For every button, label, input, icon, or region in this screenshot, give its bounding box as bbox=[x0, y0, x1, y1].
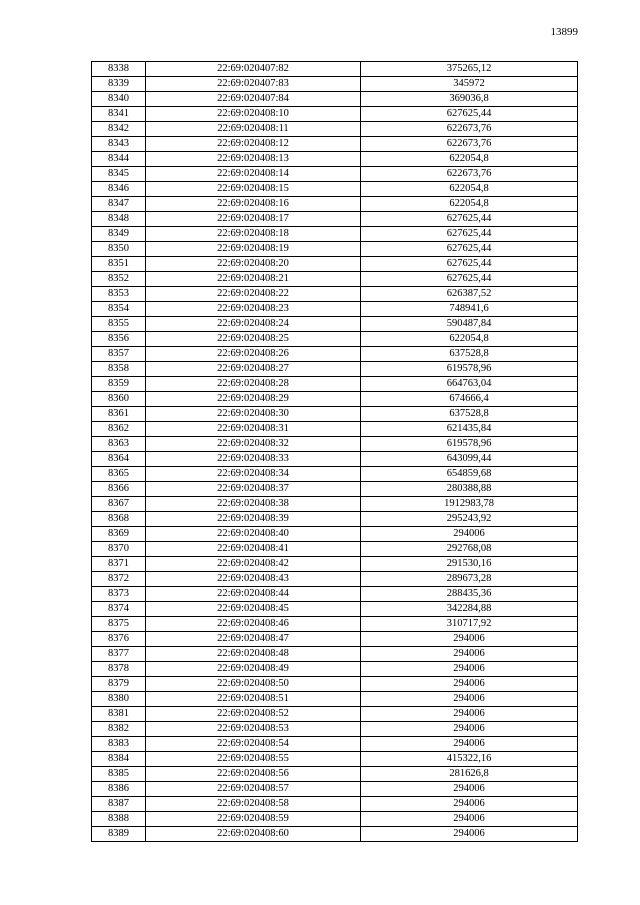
row-number-cell: 8364 bbox=[92, 452, 146, 467]
table-row bbox=[92, 332, 578, 347]
cadastral-value-cell: 590487,84 bbox=[361, 317, 578, 332]
cadastral-number-cell: 22:69:020408:47 bbox=[146, 632, 361, 647]
cadastral-number-cell: 22:69:020408:43 bbox=[146, 572, 361, 587]
row-number-cell: 8374 bbox=[92, 602, 146, 617]
page-number: 13899 bbox=[550, 26, 578, 38]
cadastral-value-cell: 288435,36 bbox=[361, 587, 578, 602]
table-row bbox=[92, 692, 578, 707]
row-number-cell: 8367 bbox=[92, 497, 146, 512]
cadastral-number-cell: 22:69:020408:23 bbox=[146, 302, 361, 317]
cadastral-value-cell: 619578,96 bbox=[361, 437, 578, 452]
cadastral-number-cell: 22:69:020407:83 bbox=[146, 77, 361, 92]
row-number-cell: 8344 bbox=[92, 152, 146, 167]
cadastral-value-cell: 294006 bbox=[361, 677, 578, 692]
table-row bbox=[92, 827, 578, 842]
table-row bbox=[92, 302, 578, 317]
cadastral-value-cell: 627625,44 bbox=[361, 272, 578, 287]
table-row bbox=[92, 317, 578, 332]
row-number-cell: 8371 bbox=[92, 557, 146, 572]
cadastral-value-cell: 294006 bbox=[361, 797, 578, 812]
cadastral-value-cell: 622054,8 bbox=[361, 152, 578, 167]
cadastral-value-cell: 291530,16 bbox=[361, 557, 578, 572]
cadastral-number-cell: 22:69:020408:28 bbox=[146, 377, 361, 392]
row-number-cell: 8352 bbox=[92, 272, 146, 287]
cadastral-value-cell: 637528,8 bbox=[361, 347, 578, 362]
row-number-cell: 8355 bbox=[92, 317, 146, 332]
cadastral-number-cell: 22:69:020408:24 bbox=[146, 317, 361, 332]
table-row bbox=[92, 377, 578, 392]
table-row bbox=[92, 347, 578, 362]
cadastral-value-cell: 294006 bbox=[361, 647, 578, 662]
table-row bbox=[92, 167, 578, 182]
cadastral-number-cell: 22:69:020408:46 bbox=[146, 617, 361, 632]
cadastral-number-cell: 22:69:020408:26 bbox=[146, 347, 361, 362]
row-number-cell: 8377 bbox=[92, 647, 146, 662]
row-number-cell: 8368 bbox=[92, 512, 146, 527]
row-number-cell: 8358 bbox=[92, 362, 146, 377]
cadastral-value-cell: 294006 bbox=[361, 737, 578, 752]
cadastral-value-cell: 280388,88 bbox=[361, 482, 578, 497]
cadastral-number-cell: 22:69:020408:20 bbox=[146, 257, 361, 272]
row-number-cell: 8386 bbox=[92, 782, 146, 797]
cadastral-value-cell: 281626,8 bbox=[361, 767, 578, 782]
row-number-cell: 8345 bbox=[92, 167, 146, 182]
row-number-cell: 8379 bbox=[92, 677, 146, 692]
cadastral-value-cell: 627625,44 bbox=[361, 212, 578, 227]
cadastral-value-cell: 294006 bbox=[361, 827, 578, 842]
cadastral-value-cell: 345972 bbox=[361, 77, 578, 92]
cadastral-number-cell: 22:69:020408:49 bbox=[146, 662, 361, 677]
table-row bbox=[92, 452, 578, 467]
cadastral-number-cell: 22:69:020408:50 bbox=[146, 677, 361, 692]
table-row bbox=[92, 272, 578, 287]
cadastral-number-cell: 22:69:020408:60 bbox=[146, 827, 361, 842]
row-number-cell: 8356 bbox=[92, 332, 146, 347]
cadastral-value-cell: 294006 bbox=[361, 662, 578, 677]
cadastral-number-cell: 22:69:020408:44 bbox=[146, 587, 361, 602]
cadastral-value-cell: 294006 bbox=[361, 692, 578, 707]
cadastral-value-cell: 415322,16 bbox=[361, 752, 578, 767]
table-row bbox=[92, 662, 578, 677]
table-row bbox=[92, 137, 578, 152]
row-number-cell: 8339 bbox=[92, 77, 146, 92]
table-row bbox=[92, 287, 578, 302]
cadastral-number-cell: 22:69:020408:59 bbox=[146, 812, 361, 827]
table-row bbox=[92, 62, 578, 77]
cadastral-value-cell: 627625,44 bbox=[361, 227, 578, 242]
row-number-cell: 8369 bbox=[92, 527, 146, 542]
cadastral-number-cell: 22:69:020408:21 bbox=[146, 272, 361, 287]
cadastral-number-cell: 22:69:020408:25 bbox=[146, 332, 361, 347]
row-number-cell: 8346 bbox=[92, 182, 146, 197]
table-row bbox=[92, 677, 578, 692]
cadastral-number-cell: 22:69:020408:14 bbox=[146, 167, 361, 182]
table-row bbox=[92, 707, 578, 722]
cadastral-value-cell: 619578,96 bbox=[361, 362, 578, 377]
cadastral-number-cell: 22:69:020408:27 bbox=[146, 362, 361, 377]
cadastral-value-cell: 674666,4 bbox=[361, 392, 578, 407]
cadastral-number-cell: 22:69:020408:45 bbox=[146, 602, 361, 617]
table-row bbox=[92, 572, 578, 587]
table-row bbox=[92, 197, 578, 212]
cadastral-value-cell: 294006 bbox=[361, 812, 578, 827]
cadastral-number-cell: 22:69:020408:15 bbox=[146, 182, 361, 197]
row-number-cell: 8384 bbox=[92, 752, 146, 767]
row-number-cell: 8342 bbox=[92, 122, 146, 137]
table-row bbox=[92, 407, 578, 422]
row-number-cell: 8348 bbox=[92, 212, 146, 227]
cadastral-number-cell: 22:69:020408:10 bbox=[146, 107, 361, 122]
cadastral-number-cell: 22:69:020408:40 bbox=[146, 527, 361, 542]
cadastral-number-cell: 22:69:020408:53 bbox=[146, 722, 361, 737]
row-number-cell: 8373 bbox=[92, 587, 146, 602]
table-row bbox=[92, 617, 578, 632]
row-number-cell: 8372 bbox=[92, 572, 146, 587]
cadastral-number-cell: 22:69:020408:52 bbox=[146, 707, 361, 722]
table-row bbox=[92, 782, 578, 797]
row-number-cell: 8357 bbox=[92, 347, 146, 362]
row-number-cell: 8360 bbox=[92, 392, 146, 407]
cadastral-number-cell: 22:69:020408:41 bbox=[146, 542, 361, 557]
cadastral-number-cell: 22:69:020408:39 bbox=[146, 512, 361, 527]
table-row bbox=[92, 437, 578, 452]
cadastral-number-cell: 22:69:020408:29 bbox=[146, 392, 361, 407]
table-row bbox=[92, 542, 578, 557]
cadastral-number-cell: 22:69:020408:55 bbox=[146, 752, 361, 767]
cadastral-number-cell: 22:69:020407:82 bbox=[146, 62, 361, 77]
row-number-cell: 8365 bbox=[92, 467, 146, 482]
row-number-cell: 8389 bbox=[92, 827, 146, 842]
row-number-cell: 8340 bbox=[92, 92, 146, 107]
cadastral-value-cell: 654859,68 bbox=[361, 467, 578, 482]
table-row bbox=[92, 122, 578, 137]
cadastral-number-cell: 22:69:020408:19 bbox=[146, 242, 361, 257]
cadastral-value-cell: 622673,76 bbox=[361, 122, 578, 137]
table-row bbox=[92, 527, 578, 542]
cadastral-number-cell: 22:69:020408:42 bbox=[146, 557, 361, 572]
cadastral-value-cell: 622054,8 bbox=[361, 182, 578, 197]
table-row bbox=[92, 737, 578, 752]
table-row bbox=[92, 107, 578, 122]
table-row bbox=[92, 242, 578, 257]
table-row bbox=[92, 182, 578, 197]
table-row bbox=[92, 227, 578, 242]
cadastral-number-cell: 22:69:020408:17 bbox=[146, 212, 361, 227]
cadastral-value-cell: 748941,6 bbox=[361, 302, 578, 317]
table-row bbox=[92, 392, 578, 407]
cadastral-number-cell: 22:69:020408:37 bbox=[146, 482, 361, 497]
cadastral-value-cell: 664763,04 bbox=[361, 377, 578, 392]
table-row bbox=[92, 422, 578, 437]
table-row bbox=[92, 722, 578, 737]
table-row bbox=[92, 812, 578, 827]
cadastral-number-cell: 22:69:020408:57 bbox=[146, 782, 361, 797]
row-number-cell: 8349 bbox=[92, 227, 146, 242]
table-row bbox=[92, 512, 578, 527]
cadastral-value-cell: 622054,8 bbox=[361, 197, 578, 212]
cadastral-value-cell: 622673,76 bbox=[361, 137, 578, 152]
cadastral-number-cell: 22:69:020408:22 bbox=[146, 287, 361, 302]
row-number-cell: 8341 bbox=[92, 107, 146, 122]
row-number-cell: 8366 bbox=[92, 482, 146, 497]
cadastral-number-cell: 22:69:020408:12 bbox=[146, 137, 361, 152]
cadastral-number-cell: 22:69:020408:32 bbox=[146, 437, 361, 452]
cadastral-number-cell: 22:69:020408:16 bbox=[146, 197, 361, 212]
cadastral-value-cell: 294006 bbox=[361, 782, 578, 797]
cadastral-value-cell: 294006 bbox=[361, 527, 578, 542]
cadastral-number-cell: 22:69:020408:11 bbox=[146, 122, 361, 137]
cadastral-number-cell: 22:69:020408:34 bbox=[146, 467, 361, 482]
row-number-cell: 8347 bbox=[92, 197, 146, 212]
row-number-cell: 8375 bbox=[92, 617, 146, 632]
cadastral-value-cell: 627625,44 bbox=[361, 242, 578, 257]
table-row bbox=[92, 602, 578, 617]
cadastral-number-cell: 22:69:020407:84 bbox=[146, 92, 361, 107]
table-row bbox=[92, 752, 578, 767]
row-number-cell: 8363 bbox=[92, 437, 146, 452]
cadastral-number-cell: 22:69:020408:48 bbox=[146, 647, 361, 662]
cadastral-value-cell: 294006 bbox=[361, 722, 578, 737]
cadastral-number-cell: 22:69:020408:54 bbox=[146, 737, 361, 752]
cadastral-number-cell: 22:69:020408:58 bbox=[146, 797, 361, 812]
cadastral-value-cell: 294006 bbox=[361, 707, 578, 722]
cadastral-value-cell: 342284,88 bbox=[361, 602, 578, 617]
cadastral-value-cell: 621435,84 bbox=[361, 422, 578, 437]
cadastral-number-cell: 22:69:020408:38 bbox=[146, 497, 361, 512]
table-row bbox=[92, 467, 578, 482]
table-row bbox=[92, 257, 578, 272]
cadastral-value-table bbox=[91, 61, 578, 842]
cadastral-value-cell: 643099,44 bbox=[361, 452, 578, 467]
row-number-cell: 8376 bbox=[92, 632, 146, 647]
table-row bbox=[92, 212, 578, 227]
table-row bbox=[92, 632, 578, 647]
cadastral-value-cell: 294006 bbox=[361, 632, 578, 647]
row-number-cell: 8383 bbox=[92, 737, 146, 752]
table-row bbox=[92, 482, 578, 497]
cadastral-value-cell: 622054,8 bbox=[361, 332, 578, 347]
cadastral-value-cell: 369036,8 bbox=[361, 92, 578, 107]
cadastral-value-cell: 292768,08 bbox=[361, 542, 578, 557]
cadastral-number-cell: 22:69:020408:30 bbox=[146, 407, 361, 422]
cadastral-value-cell: 637528,8 bbox=[361, 407, 578, 422]
table-row bbox=[92, 152, 578, 167]
table-row bbox=[92, 767, 578, 782]
table-row bbox=[92, 92, 578, 107]
row-number-cell: 8353 bbox=[92, 287, 146, 302]
cadastral-value-cell: 1912983,78 bbox=[361, 497, 578, 512]
cadastral-value-cell: 627625,44 bbox=[361, 257, 578, 272]
row-number-cell: 8338 bbox=[92, 62, 146, 77]
cadastral-number-cell: 22:69:020408:18 bbox=[146, 227, 361, 242]
row-number-cell: 8382 bbox=[92, 722, 146, 737]
cadastral-number-cell: 22:69:020408:33 bbox=[146, 452, 361, 467]
row-number-cell: 8378 bbox=[92, 662, 146, 677]
cadastral-value-cell: 626387,52 bbox=[361, 287, 578, 302]
cadastral-value-cell: 622673,76 bbox=[361, 167, 578, 182]
cadastral-number-cell: 22:69:020408:13 bbox=[146, 152, 361, 167]
row-number-cell: 8362 bbox=[92, 422, 146, 437]
table-row bbox=[92, 557, 578, 572]
cadastral-value-cell: 375265,12 bbox=[361, 62, 578, 77]
row-number-cell: 8350 bbox=[92, 242, 146, 257]
cadastral-number-cell: 22:69:020408:56 bbox=[146, 767, 361, 782]
table-row bbox=[92, 797, 578, 812]
row-number-cell: 8381 bbox=[92, 707, 146, 722]
row-number-cell: 8380 bbox=[92, 692, 146, 707]
cadastral-number-cell: 22:69:020408:51 bbox=[146, 692, 361, 707]
row-number-cell: 8387 bbox=[92, 797, 146, 812]
row-number-cell: 8351 bbox=[92, 257, 146, 272]
cadastral-value-cell: 295243,92 bbox=[361, 512, 578, 527]
table-row bbox=[92, 362, 578, 377]
row-number-cell: 8388 bbox=[92, 812, 146, 827]
cadastral-value-cell: 310717,92 bbox=[361, 617, 578, 632]
table-row bbox=[92, 647, 578, 662]
row-number-cell: 8370 bbox=[92, 542, 146, 557]
row-number-cell: 8385 bbox=[92, 767, 146, 782]
row-number-cell: 8354 bbox=[92, 302, 146, 317]
table-body bbox=[92, 62, 578, 842]
cadastral-number-cell: 22:69:020408:31 bbox=[146, 422, 361, 437]
cadastral-value-cell: 627625,44 bbox=[361, 107, 578, 122]
table-row bbox=[92, 497, 578, 512]
table-row bbox=[92, 587, 578, 602]
row-number-cell: 8361 bbox=[92, 407, 146, 422]
row-number-cell: 8343 bbox=[92, 137, 146, 152]
cadastral-value-cell: 289673,28 bbox=[361, 572, 578, 587]
row-number-cell: 8359 bbox=[92, 377, 146, 392]
table-row bbox=[92, 77, 578, 92]
